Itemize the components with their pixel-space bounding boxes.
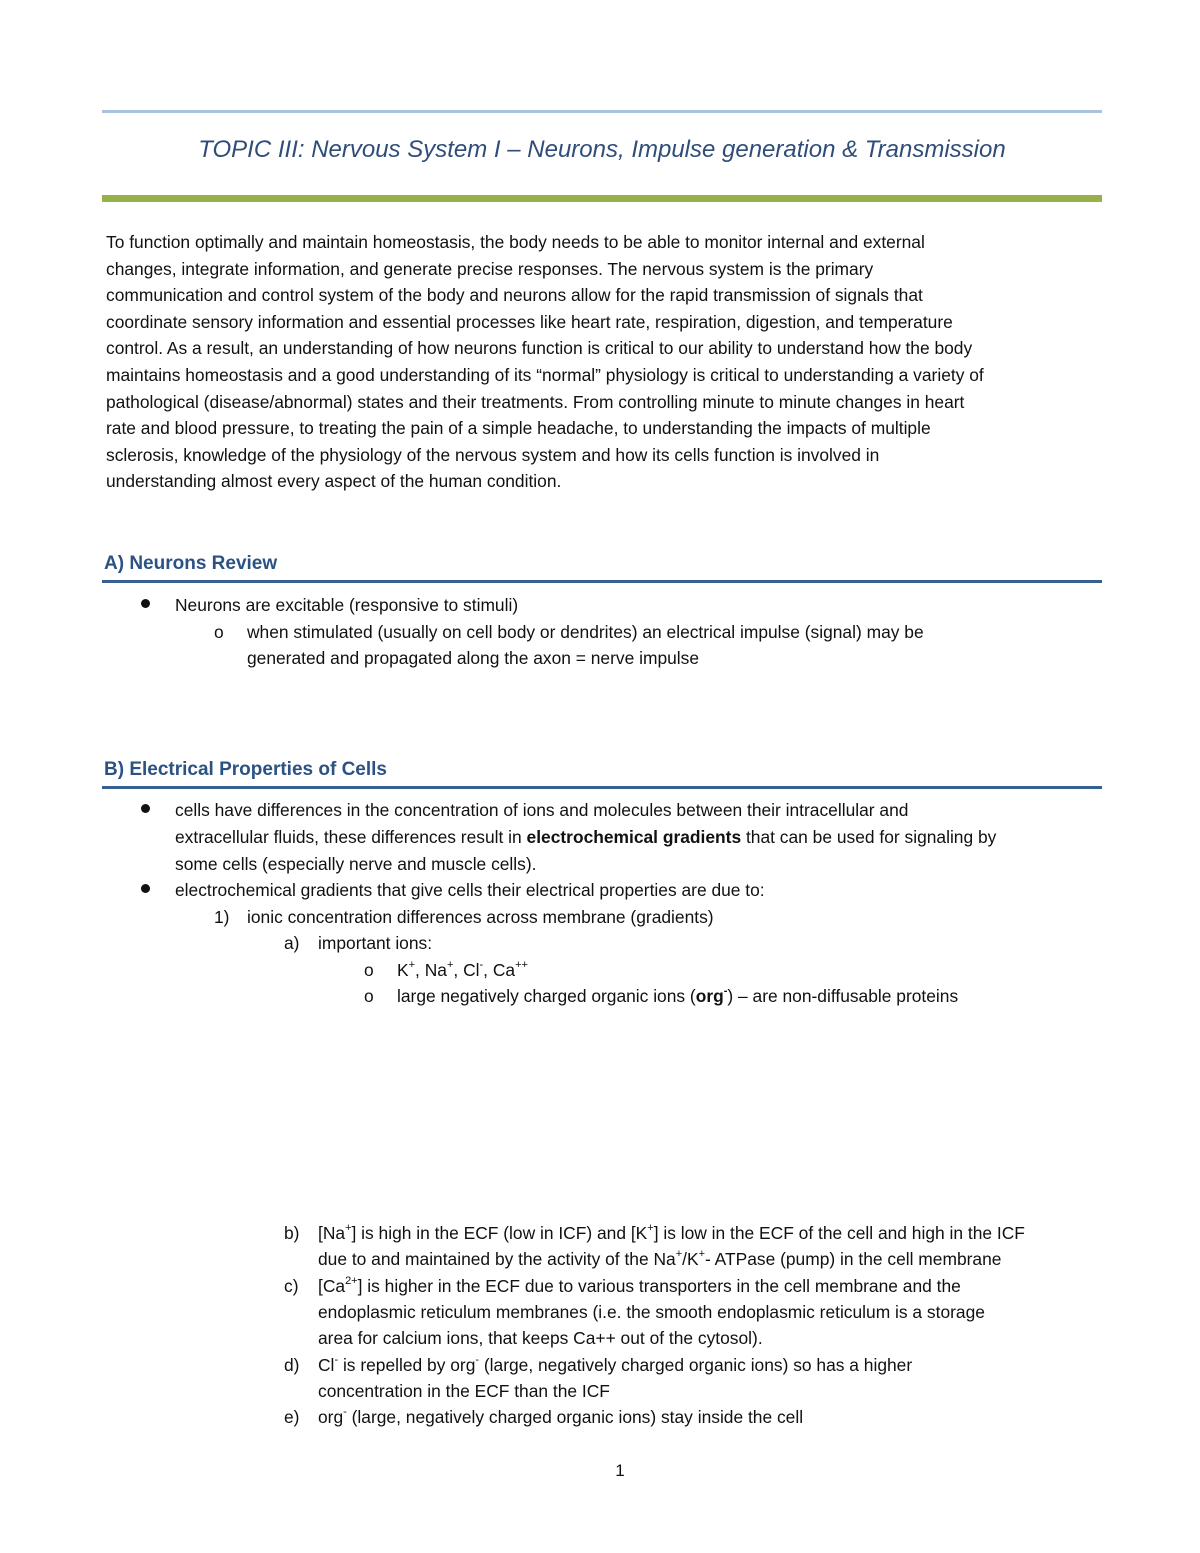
header-rule <box>102 110 1102 113</box>
page-title: TOPIC III: Nervous System I – Neurons, Impulse generation & Transmission <box>198 136 1006 163</box>
letter-item-line: due to and maintained by the activity of the Na+/K+- ATPase (pump) in the cell membrane <box>318 1248 1002 1269</box>
bold-term: electrochemical gradients <box>526 827 742 847</box>
letter-marker: c) <box>284 1276 299 1296</box>
letter-item-line: endoplasmic reticulum membranes (i.e. the smooth endoplasmic reticulum is a storage <box>318 1302 985 1322</box>
intro-paragraph <box>106 229 1106 495</box>
numbered-item: ionic concentration differences across membrane (gradients) <box>247 907 714 927</box>
letter-marker: d) <box>284 1355 300 1375</box>
letter-marker: b) <box>284 1223 300 1243</box>
title-underline <box>102 195 1102 202</box>
section-b-bullet-line: extracellular fluids, these differences result in electrochemical gradients that can be used for signaling by <box>175 827 997 847</box>
section-b-rule <box>102 786 1102 789</box>
numbered-marker: 1) <box>214 907 230 927</box>
intro-line: understanding almost every aspect of the human condition. <box>106 471 562 492</box>
section-a-sub-line: when stimulated (usually on cell body or dendrites) an electrical impulse (signal) may be <box>247 622 924 642</box>
intro-line: rate and blood pressure, to treating the pain of a simple headache, to understanding the impacts of multiple <box>106 418 931 439</box>
page-number: 1 <box>615 1461 625 1480</box>
intro-line: control. As a result, an understanding of how neurons function is critical to our ability to understand how the body <box>106 338 973 359</box>
section-b-heading: B) Electrical Properties of Cells <box>104 759 387 780</box>
section-a-rule <box>102 580 1102 583</box>
section-b-bullet-line: cells have differences in the concentration of ions and molecules between their intracellular and <box>175 800 909 820</box>
org-ions-item: large negatively charged organic ions (org-) – are non-diffusable proteins <box>397 985 959 1006</box>
letter-item: important ions: <box>318 933 433 953</box>
intro-line: communication and control system of the body and neurons allow for the rapid transmission of signals that <box>106 285 923 306</box>
intro-line: pathological (disease/abnormal) states and their treatments. From controlling minute to minute changes in heart <box>106 391 965 412</box>
ions-list: K+, Na+, Cl-, Ca++ <box>397 959 528 980</box>
sub-bullet-marker: o <box>364 960 374 980</box>
section-a-heading: A) Neurons Review <box>104 553 278 574</box>
section-b-bullet-line: electrochemical gradients that give cells their electrical properties are due to: <box>175 880 765 900</box>
intro-line: maintains homeostasis and a good understanding of its “normal” physiology is critical to understanding a variety of <box>106 364 984 385</box>
section-a-bullet: Neurons are excitable (responsive to stimuli) <box>175 595 519 615</box>
bullet-icon <box>141 804 150 813</box>
letter-marker: a) <box>284 933 300 953</box>
sub-bullet-marker: o <box>364 986 374 1006</box>
intro-line: To function optimally and maintain homeostasis, the body needs to be able to monitor internal and external <box>106 232 925 252</box>
bullet-icon <box>141 884 150 893</box>
intro-line: changes, integrate information, and generate precise responses. The nervous system is the primary <box>106 258 874 279</box>
letter-item: Cl- is repelled by org- (large, negatively charged organic ions) so has a higher <box>318 1354 913 1375</box>
letter-item: $[Ca^{2+}]$ is higher in the ECF due to various transporters in the cell membrane and the <box>318 1275 961 1296</box>
letter-marker: e) <box>284 1407 300 1427</box>
letter-item: [Na+] is high in the ECF (low in ICF) and [K+] is low in the ECF of the cell and high in the ICF <box>318 1222 1025 1243</box>
section-b-bullet-line: some cells (especially nerve and muscle cells). <box>175 854 537 874</box>
sub-bullet-marker: o <box>214 622 224 642</box>
letter-item: org- (large, negatively charged organic ions) stay inside the cell <box>318 1406 804 1427</box>
letter-item-line: area for calcium ions, that keeps Ca++ out of the cytosol). <box>318 1328 763 1348</box>
section-a-sub-line: generated and propagated along the axon = nerve impulse <box>247 648 700 668</box>
bullet-icon <box>141 599 150 608</box>
letter-item-line: concentration in the ECF than the ICF <box>318 1381 610 1401</box>
intro-line: coordinate sensory information and essential processes like heart rate, respiration, digestion, and temperature <box>106 311 953 332</box>
intro-line: sclerosis, knowledge of the physiology of the nervous system and how its cells function is involved in <box>106 444 880 465</box>
